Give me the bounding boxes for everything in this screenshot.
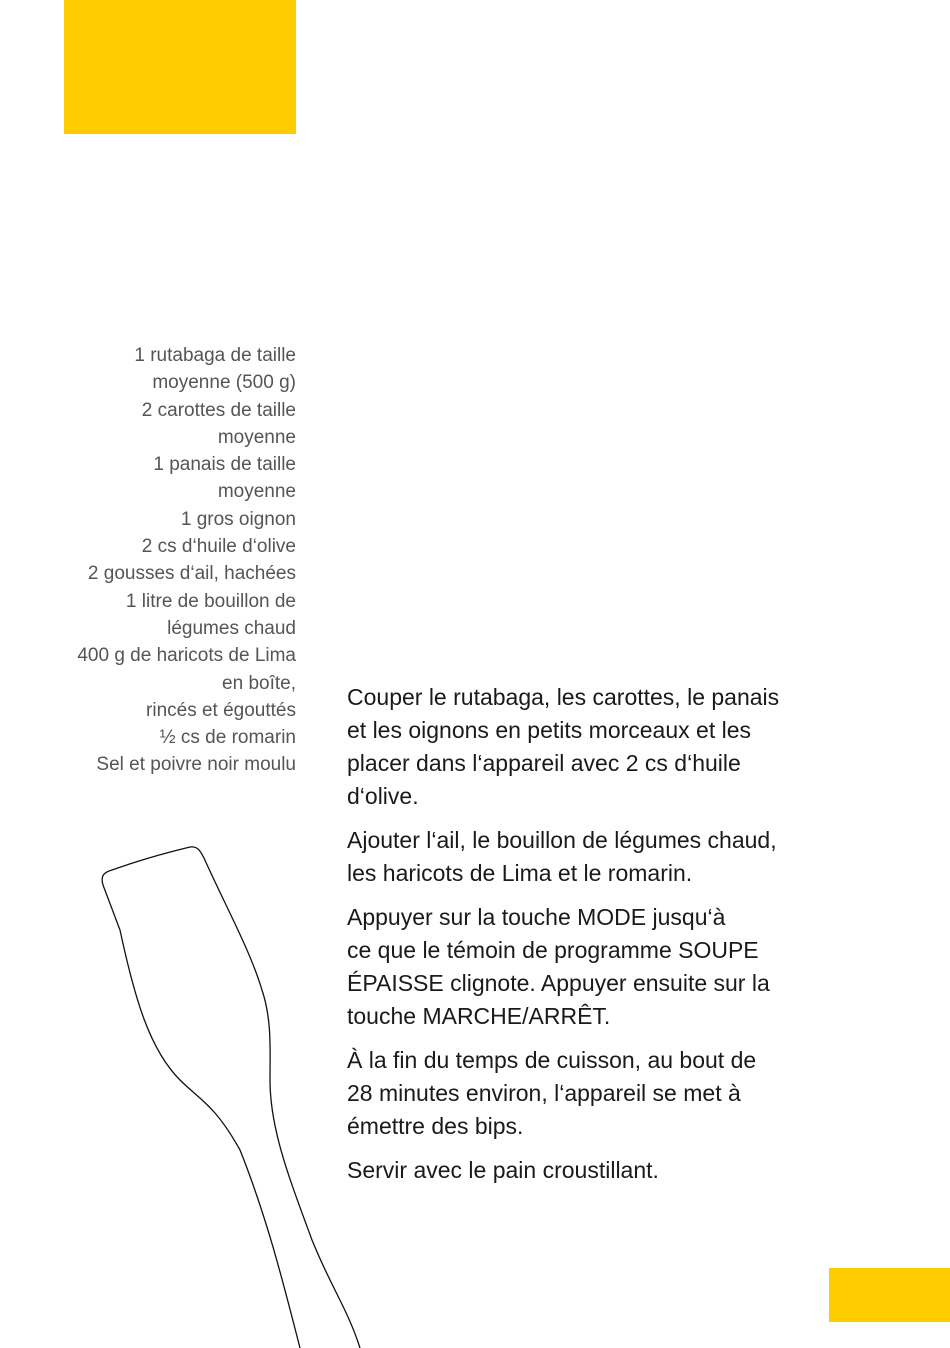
instruction-step-4	[347, 1044, 837, 1143]
ingredient-line: 1 rutabaga de taille	[134, 345, 296, 366]
ingredient-line: 1 gros oignon	[180, 508, 296, 530]
ingredient-line: ½ cs de romarin	[159, 727, 296, 749]
step-line: 28 minutes environ, l‘appareil se met à	[347, 1080, 741, 1106]
ingredient-line: 2 cs d‘huile d‘olive	[141, 536, 296, 558]
step-line: les haricots de Lima et le romarin.	[347, 860, 693, 886]
ingredient-line: 2 gousses d‘ail, hachées	[87, 563, 296, 585]
step-line: d‘olive.	[347, 783, 419, 809]
instruction-step-2	[347, 824, 837, 890]
ingredient-line: moyenne (500 g)	[152, 372, 296, 394]
accent-block-top	[64, 0, 296, 134]
spatula-icon	[95, 840, 370, 1348]
ingredient-line: Sel et poivre noir moulu	[96, 754, 296, 776]
ingredient-line: en boîte,	[222, 672, 296, 694]
ingredient-line: légumes chaud	[167, 617, 296, 639]
step-line: Couper le rutabaga, les carottes, le panais	[347, 684, 780, 710]
instructions	[347, 681, 837, 1198]
step-line: Appuyer sur la touche MODE jusqu‘à	[347, 904, 726, 930]
step-line: ce que le témoin de programme SOUPE	[347, 937, 759, 963]
step-line: placer dans l‘appareil avec 2 cs d‘huile	[347, 750, 741, 776]
ingredient-line: 400 g de haricots de Lima	[77, 645, 296, 667]
step-line: émettre des bips.	[347, 1113, 524, 1139]
accent-block-bottom	[829, 1268, 950, 1322]
ingredient-line: 1 panais de taille	[153, 454, 296, 476]
instruction-step-1	[347, 681, 837, 813]
ingredient-list	[40, 342, 296, 779]
step-line: Servir avec le pain croustillant.	[347, 1157, 659, 1183]
ingredient-line: 1 litre de bouillon de	[125, 590, 296, 612]
step-line: À la fin du temps de cuisson, au bout de	[347, 1047, 757, 1073]
step-line: touche MARCHE/ARRÊT.	[347, 1003, 611, 1029]
instruction-step-5	[347, 1154, 837, 1187]
instruction-step-3	[347, 901, 837, 1033]
step-line: Ajouter l‘ail, le bouillon de légumes chaud,	[347, 827, 777, 853]
step-line: et les oignons en petits morceaux et les	[347, 717, 752, 743]
ingredient-line: rincés et égouttés	[146, 699, 296, 721]
ingredient-line: 2 carottes de taille	[141, 399, 296, 421]
step-line: ÉPAISSE clignote. Appuyer ensuite sur la	[347, 970, 770, 996]
ingredient-line: moyenne	[217, 481, 296, 503]
ingredient-line: moyenne	[217, 426, 296, 448]
